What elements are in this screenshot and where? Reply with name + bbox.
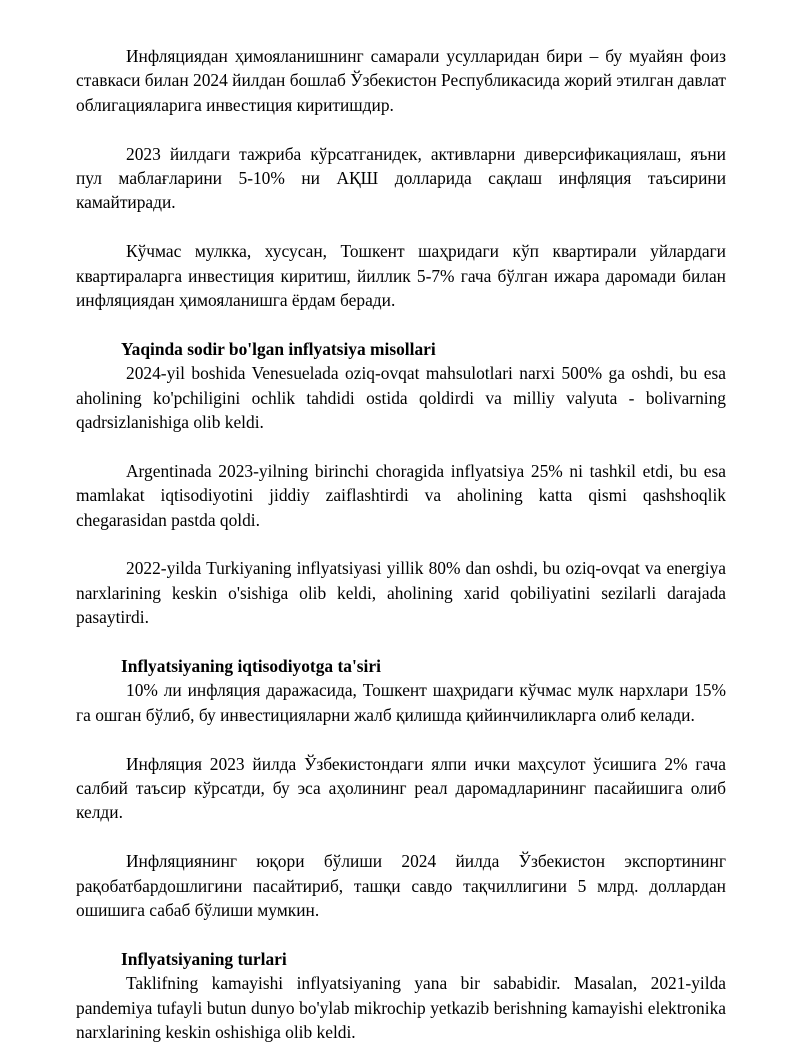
paragraph-gap <box>76 923 726 947</box>
types-paragraph-supply: Taklifning kamayishi inflyatsiyaning yana bir sababidir. Masalan, 2021-yilda pandemiya tufayli butun dunyo bo'ylab mikrochip yetkazib berishning kamayishi elektronika narxlarining keskin oshishiga olib keldi. <box>76 973 726 1043</box>
paragraph-gap <box>76 117 726 141</box>
section-heading-examples: Yaqinda sodir bo'lgan inflyatsiya misollari <box>121 338 436 359</box>
intro-paragraph-real-estate: Кўчмас мулкка, хусусан, Тошкент шаҳридаги кўп квартирали уйлардаги квартираларга инвестиция киритиш, йиллик 5-7% гача бўлган ижара даромади билан инфляциядан ҳимояланишга ёрдам беради. <box>76 241 726 311</box>
impact-paragraph-real-estate: 10% ли инфляция даражасида, Тошкент шаҳридаги кўчмас мулк нархлари 15% га ошган бўлиб, бу инвестицияларни жалб қилишда қийинчиликларга олиб келади. <box>76 680 726 725</box>
intro-paragraph-diversification: 2023 йилдаги тажриба кўрсатганидек, активларни диверсификациялаш, яъни пул маблағларини 5-10% ни АҚШ долларида сақлаш инфляция таъсирини камайтиради. <box>76 143 726 213</box>
paragraph-gap <box>76 727 726 751</box>
impact-paragraph-gdp: Инфляция 2023 йилда Ўзбекистондаги ялпи ички маҳсулот ўсишига 2% гача салбий таъсир кўрсатди, бу эса аҳолининг реал даромадларининг пасайишига олиб келди. <box>76 753 726 823</box>
intro-paragraph-bonds: Инфляциядан ҳимояланишнинг самарали усулларидан бири – бу муайян фоиз ставкаси билан 2024 йилдан бошлаб Ўзбекистон Республикасида жорий этилган давлат облигацияларига инвестиция киритишдир. <box>76 46 726 115</box>
section-heading-types: Inflyatsiyaning turlari <box>121 948 287 969</box>
paragraph-gap <box>76 215 726 239</box>
impact-paragraph-exports: Инфляциянинг юқори бўлиши 2024 йилда Ўзбекистон экспортининг рақобатбардошлигини пасайтириб, ташқи савдо тақчиллигини 5 млрд. доллардан ошишига сабаб бўлиши мумкин. <box>76 851 726 921</box>
examples-paragraph-argentina: Argentinada 2023-yilning birinchi choragida inflyatsiya 25% ni tashkil etdi, bu esa mamlakat iqtisodiyotini jiddiy zaiflashtirdi va aholining katta qismi qashshoqlik chegarasidan pastda qoldi. <box>76 460 726 530</box>
paragraph-gap <box>76 532 726 556</box>
paragraph-gap <box>76 312 726 336</box>
paragraph-gap <box>76 434 726 458</box>
section-heading-impact: Inflyatsiyaning iqtisodiyotga ta'siri <box>121 656 381 677</box>
examples-paragraph-turkey: 2022-yilda Turkiyaning inflyatsiyasi yillik 80% dan oshdi, bu oziq-ovqat va energiya narxlarining keskin o'sishiga olib keldi, aholining xarid qobiliyatini sezilarli darajada pasaytirdi. <box>76 558 726 628</box>
document-page <box>76 44 726 1045</box>
paragraph-gap <box>76 825 726 849</box>
examples-paragraph-venezuela: 2024-yil boshida Venesuelada oziq-ovqat mahsulotlari narxi 500% ga oshdi, bu esa aholining ko'pchiligini ochlik tahdidi ostida qoldirdi va milliy valyuta - bolivarning qadrsizlanishiga olib keldi. <box>76 363 726 433</box>
paragraph-gap <box>76 630 726 654</box>
